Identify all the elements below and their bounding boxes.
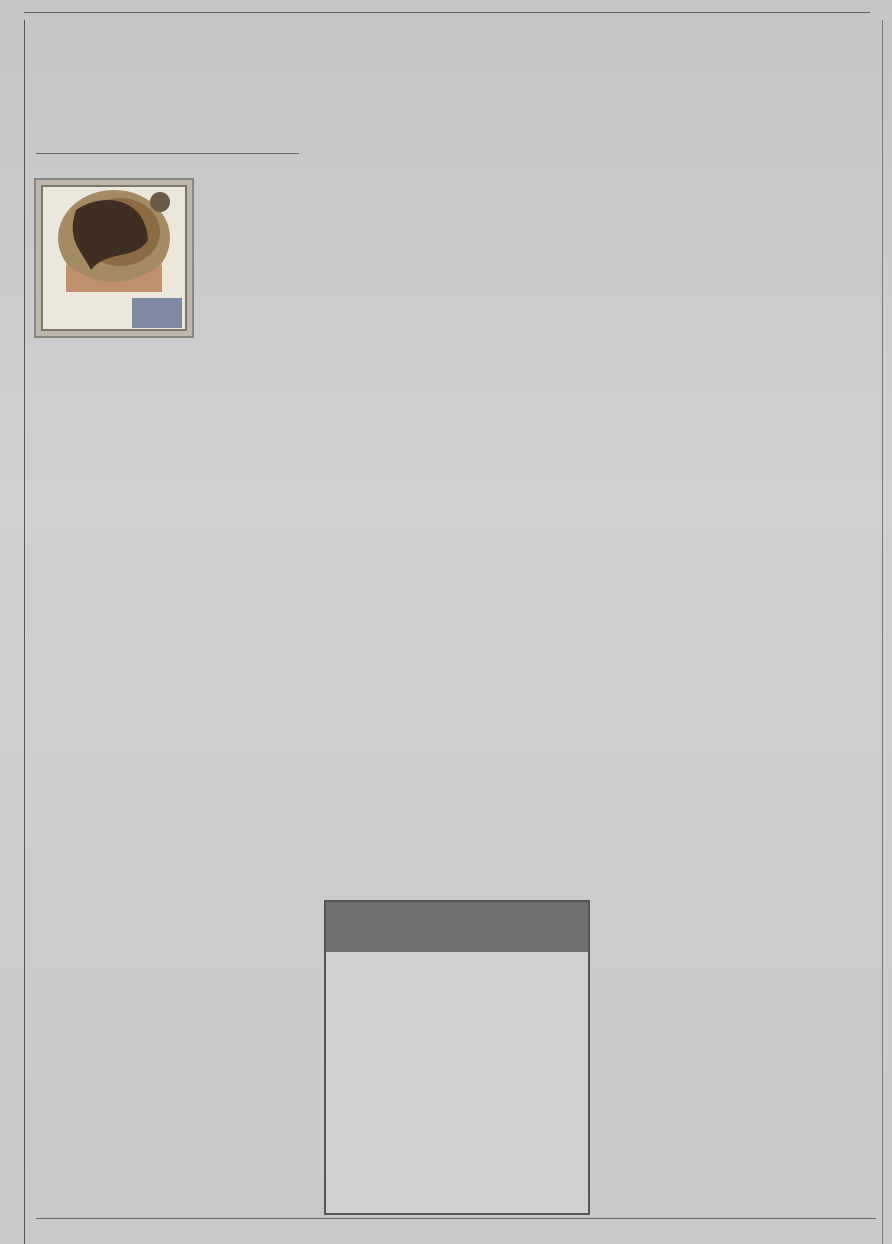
fixtures-list <box>326 952 588 960</box>
world-cup-logo-graphic <box>36 180 192 336</box>
bottom-rule <box>36 1218 876 1219</box>
column-divider-left <box>24 20 25 1244</box>
top-rule <box>24 12 870 13</box>
world-cup-logo <box>34 178 194 338</box>
fixtures-box <box>324 900 590 1215</box>
byline-rule <box>36 153 299 154</box>
fixtures-title <box>326 902 588 952</box>
column-divider-right <box>882 20 883 1244</box>
